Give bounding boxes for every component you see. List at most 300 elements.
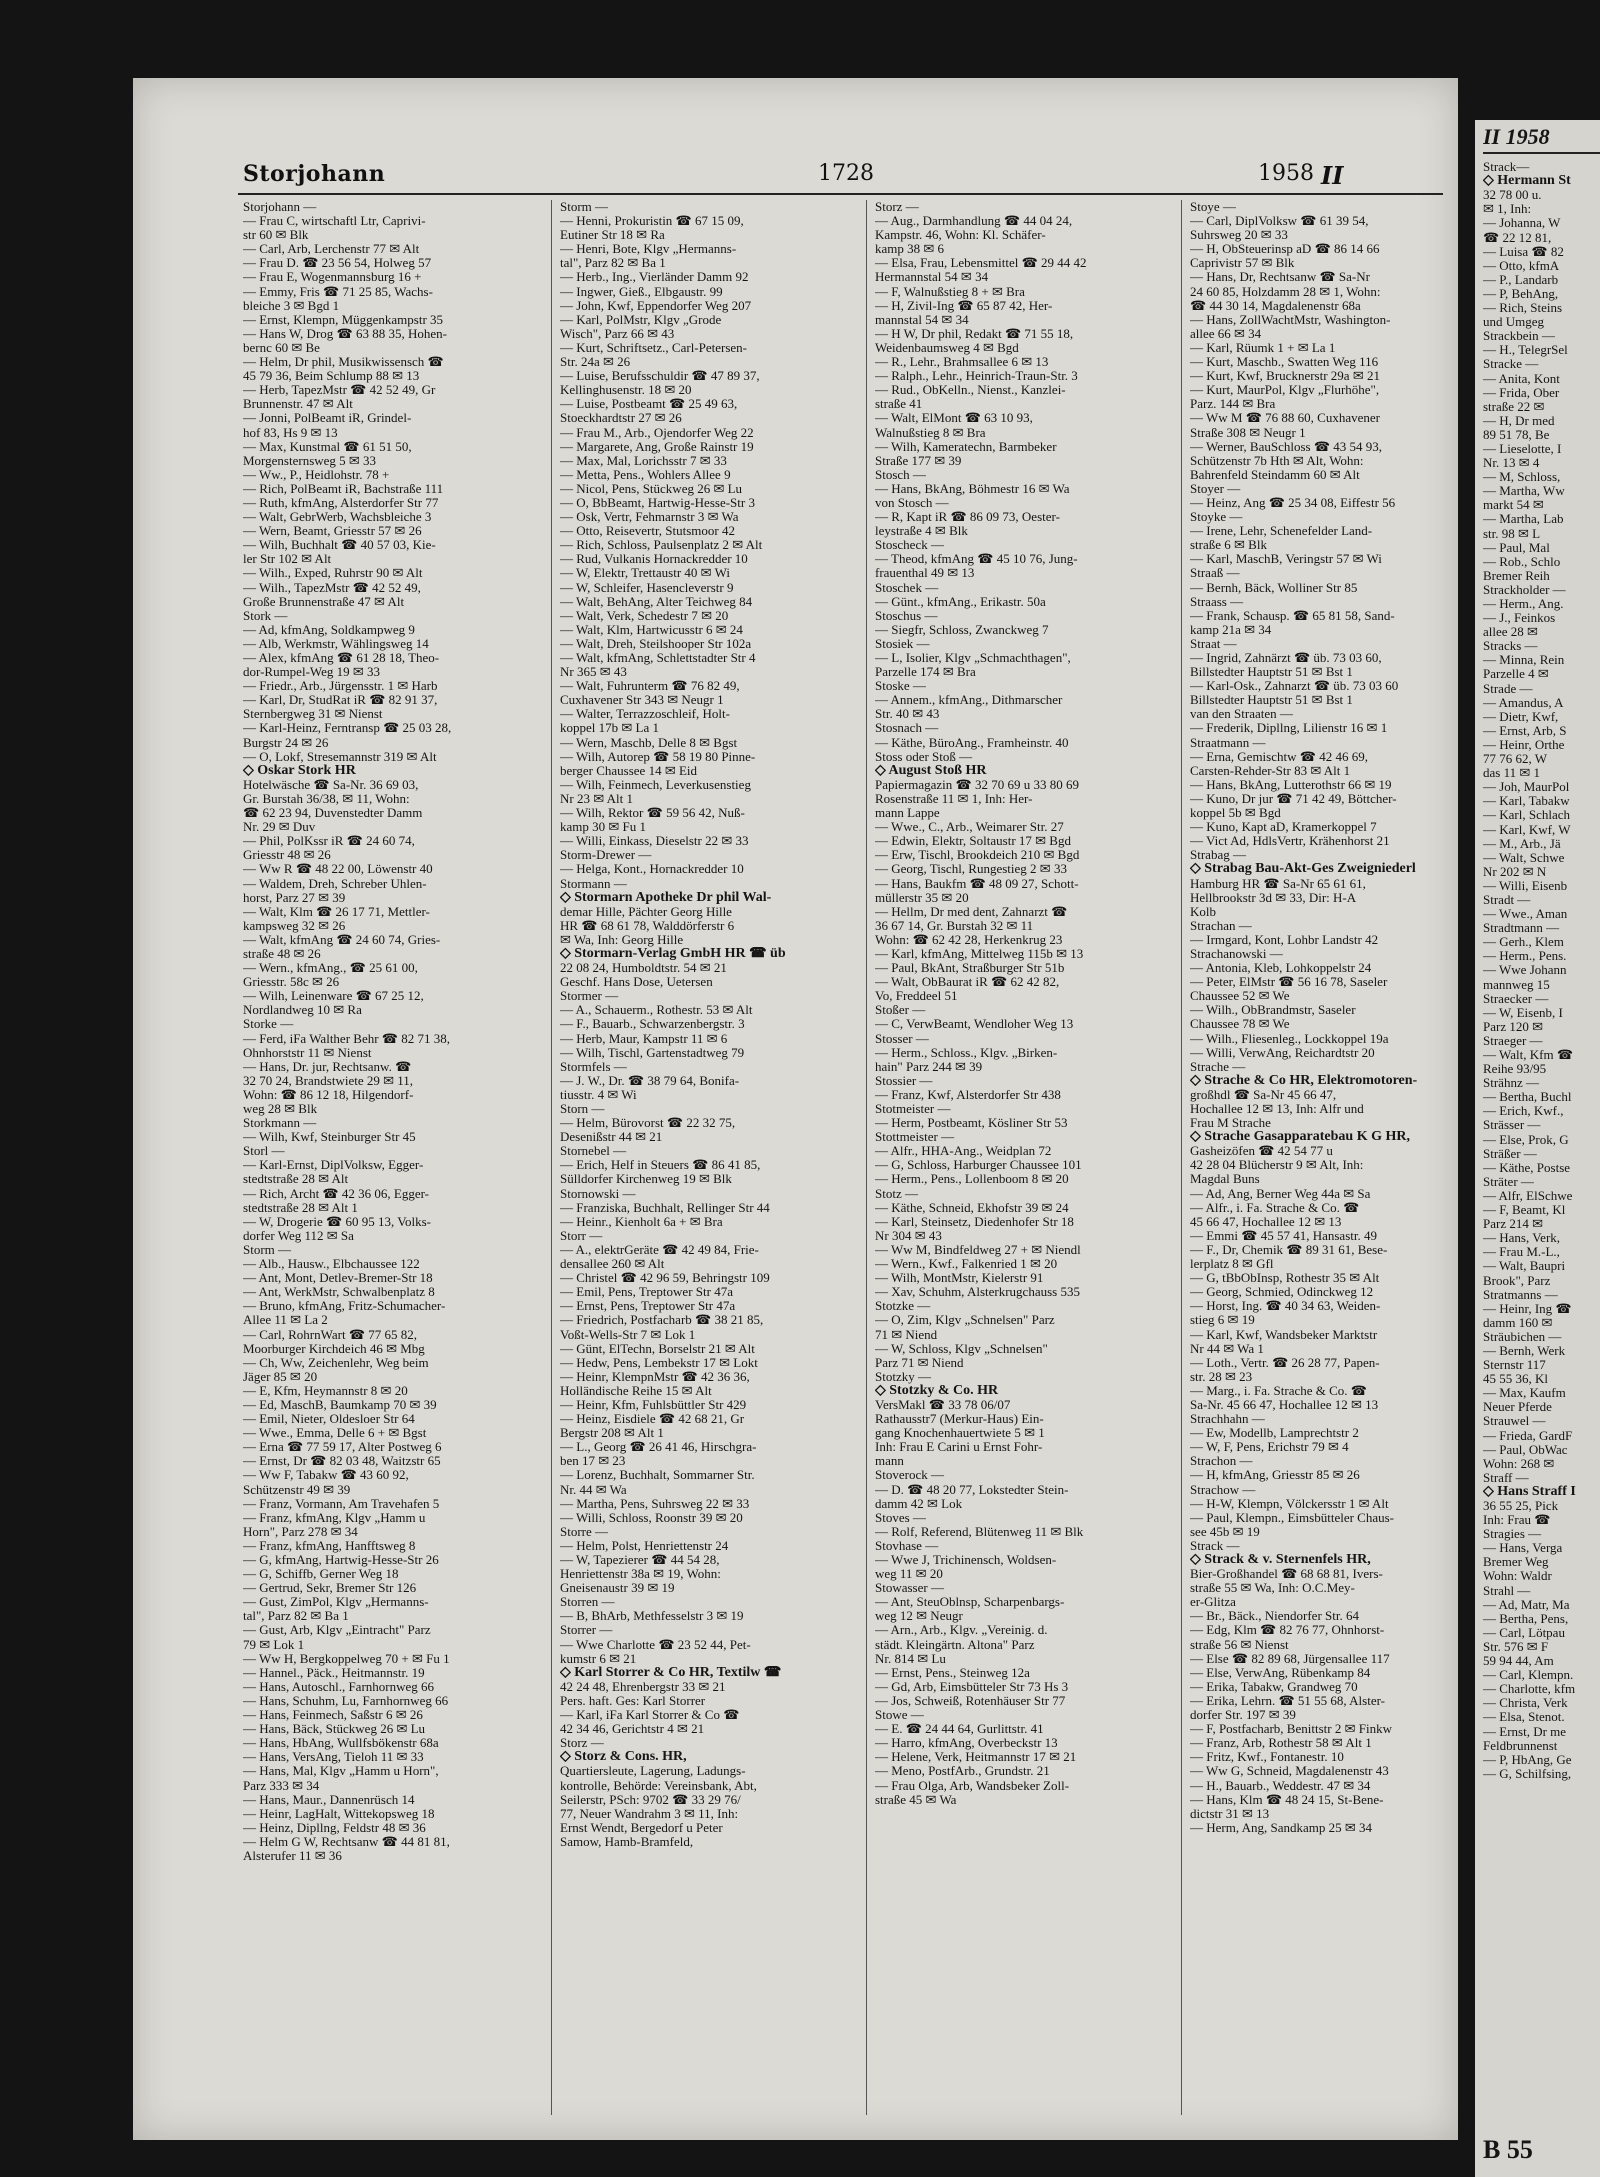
directory-entry: — Walter, Terrazzoschleif, Holt- — [560, 707, 730, 722]
directory-entry: weg 11 ✉ 20 — [875, 1567, 943, 1582]
directory-entry: Nr 44 ✉ Wa 1 — [1190, 1341, 1264, 1356]
directory-entry: — Bernh, Bäck, Wolliner Str 85 — [1190, 580, 1358, 595]
directory-entry: 36 55 25, Pick — [1483, 1499, 1559, 1513]
directory-entry: Straecker — — [1483, 991, 1549, 1006]
directory-entry: Kellinghusenstr. 18 ✉ 20 — [560, 383, 692, 398]
directory-entry: — Karl, Tabakw — [1483, 794, 1570, 809]
directory-entry: — Helm, Dr phil, Musikwissensch ☎ — [243, 355, 444, 370]
directory-entry: Kampstr. 46, Wohn: Kl. Schäfer- — [875, 228, 1046, 243]
directory-entry: Große Brunnenstraße 47 ✉ Alt — [243, 594, 405, 609]
directory-entry: — H, kfmAng, Griesstr 85 ✉ 26 — [1190, 1468, 1360, 1483]
directory-entry: Reihe 93/95 — [1483, 1062, 1547, 1077]
directory-entry: — Rud., ObKelln., Nienst., Kanzlei- — [875, 383, 1066, 398]
directory-entry: — Herb, Maur, Kampstr 11 ✉ 6 — [560, 1031, 728, 1046]
directory-entry: ☎ 44 30 14, Magdalenenstr 68a — [1190, 298, 1361, 313]
directory-entry: Holländische Reihe 15 ✉ Alt — [560, 1383, 712, 1398]
directory-entry: 32 70 24, Brandstwiete 29 ✉ 11, — [243, 1073, 414, 1088]
directory-entry: — Wilh, MontMstr, Kielerstr 91 — [875, 1271, 1044, 1286]
directory-entry: ◇ Strache Gasapparatebau K G HR, — [1190, 1130, 1410, 1145]
directory-entry: straße 55 ✉ Wa, Inh: O.C.Mey- — [1190, 1581, 1355, 1596]
directory-entry: 71 ✉ Niend — [875, 1327, 938, 1342]
directory-entry: — Herb, TapezMstr ☎ 42 52 49, Gr — [243, 383, 436, 398]
directory-entry: — Ant, SteuOblnsp, Scharpenbargs- — [875, 1595, 1065, 1610]
directory-entry: — Georg, Tischl, Rungestieg 2 ✉ 33 — [875, 862, 1067, 877]
directory-entry: Stoschek — — [875, 580, 939, 595]
directory-entry: Quartiersleute, Lagerung, Ladungs- — [560, 1764, 746, 1779]
directory-entry: das 11 ✉ 1 — [1483, 766, 1540, 781]
directory-entry: — Wern, Beamt, Griesstr 57 ✉ 26 — [243, 524, 422, 539]
directory-entry: — Walt, Verk, Schedestr 7 ✉ 20 — [560, 608, 729, 623]
directory-entry: Stowasser — — [875, 1581, 944, 1596]
directory-entry: kampsweg 32 ✉ 26 — [243, 918, 346, 933]
directory-entry: — Frida, Ober — [1483, 385, 1560, 400]
directory-entry: Stracks — — [1483, 639, 1538, 654]
directory-entry: — Max, Kaufm — [1483, 1386, 1566, 1401]
directory-entry: Stornowski — — [560, 1186, 636, 1201]
directory-entry: Sa-Nr. 45 66 47, Hochallee 12 ✉ 13 — [1190, 1397, 1379, 1412]
directory-entry: — Luisa ☎ 82 — [1483, 244, 1564, 259]
directory-entry: — Annem., kfmAng., Dithmarscher — [875, 693, 1063, 708]
directory-entry: Nr 23 ✉ Alt 1 — [560, 791, 634, 806]
directory-entry: — F., Dr, Chemik ☎ 89 31 61, Bese- — [1190, 1242, 1388, 1257]
directory-entry: mann Lappe — [875, 806, 940, 821]
directory-entry: — Käthe, Schneid, Ekhofstr 39 ✉ 24 — [875, 1200, 1069, 1215]
directory-entry: Sülldorfer Kirchenweg 19 ✉ Blk — [560, 1172, 732, 1187]
directory-entry: Desenißstr 44 ✉ 21 — [560, 1130, 663, 1145]
directory-entry: 45 55 36, Kl — [1483, 1372, 1548, 1387]
directory-entry: ◇ Stotzky & Co. HR — [875, 1383, 999, 1398]
directory-entry: — Frau C, wirtschaftl Ltr, Caprivi- — [243, 214, 426, 229]
header-volume: II — [1321, 161, 1344, 190]
directory-entry: — Elsa, Stenot. — [1483, 1710, 1565, 1725]
directory-entry: 42 28 04 Blücherstr 9 ✉ Alt, Inh: — [1190, 1158, 1364, 1173]
directory-entry: — Karl, Dr, StudRat iR ☎ 82 91 37, — [243, 693, 438, 708]
directory-entry: — Phil, PolKssr iR ☎ 24 60 74, — [243, 834, 415, 849]
directory-entry: gang Knochenhauertwiete 5 ✉ 1 — [875, 1426, 1045, 1441]
directory-entry: VersMakl ☎ 33 78 06/07 — [875, 1397, 1011, 1412]
adjacent-page-header: II 1958 — [1483, 124, 1550, 149]
directory-entry: — Erich, Helf in Steuers ☎ 86 41 85, — [560, 1158, 761, 1173]
directory-entry: — Else ☎ 82 89 68, Jürgensallee 117 — [1190, 1651, 1390, 1666]
directory-entry: — Herm, Ang, Sandkamp 25 ✉ 34 — [1190, 1820, 1373, 1835]
directory-entry: — Lorenz, Buchhalt, Sommarner Str. — [560, 1468, 755, 1483]
directory-entry: Stotzky — — [875, 1369, 931, 1384]
directory-entry: bernc 60 ✉ Be — [243, 340, 320, 355]
directory-entry: — Heinr, LagHalt, Wittekopsweg 18 — [243, 1806, 435, 1821]
adjacent-page-entries — [1483, 160, 1600, 1781]
directory-entry: — H., TelegrSel — [1483, 343, 1568, 358]
directory-entry: — P, BehAng, — [1483, 286, 1559, 301]
directory-entry: — A., elektrGeräte ☎ 42 49 84, Frie- — [560, 1242, 759, 1257]
header-rule — [238, 193, 1443, 195]
directory-entry: dictstr 31 ✉ 13 — [1190, 1806, 1270, 1821]
directory-entry: — Aug., Darmhandlung ☎ 44 04 24, — [875, 214, 1073, 229]
directory-entry: — H, Dr med — [1483, 413, 1555, 428]
directory-entry: Straaß — — [1190, 566, 1240, 581]
directory-entry: — Gd, Arb, Eimsbütteler Str 73 Hs 3 — [875, 1679, 1069, 1694]
directory-entry: — Ernst, Dr me — [1483, 1724, 1567, 1739]
directory-entry: — R., Lehr., Brahmsallee 6 ✉ 13 — [875, 355, 1049, 370]
directory-entry: Ernst Wendt, Bergedorf u Peter — [560, 1820, 723, 1835]
directory-entry: ◇ Strack & v. Sternenfels HR, — [1190, 1553, 1371, 1567]
directory-entry: — Ernst, Pens., Steinweg 12a — [875, 1665, 1030, 1680]
directory-entry: kumstr 6 ✉ 21 — [560, 1651, 637, 1666]
directory-entry: — Ad, Matr, Ma — [1483, 1597, 1570, 1612]
directory-entry: — H, ObSteuerinsp aD ☎ 86 14 66 — [1190, 242, 1380, 257]
directory-entry: müllerstr 35 ✉ 20 — [875, 890, 969, 905]
directory-entry: — H., Bauarb., Weddestr. 47 ✉ 34 — [1190, 1778, 1371, 1793]
directory-entry: — Marg., i. Fa. Strache & Co. ☎ — [1190, 1383, 1367, 1398]
directory-entry: koppel 17b ✉ La 1 — [560, 721, 659, 736]
directory-entry: Gasheizöfen ☎ 42 54 77 u — [1190, 1144, 1333, 1159]
directory-entry: Allee 11 ✉ La 2 — [243, 1313, 328, 1328]
directory-entry: — Franz, Kwf, Alsterdorfer Str 438 — [875, 1087, 1061, 1102]
directory-entry: Strade — — [1483, 681, 1533, 696]
directory-entry: mann — [875, 1454, 904, 1469]
directory-entry: Ohnhorststr 11 ✉ Nienst — [243, 1045, 372, 1060]
directory-entry: — Erw, Tischl, Brookdeich 210 ✉ Bgd — [875, 848, 1080, 863]
directory-entry: Stoye — — [1190, 200, 1236, 214]
directory-entry: Stoyer — — [1190, 481, 1241, 496]
directory-entry: allee 66 ✉ 34 — [1190, 326, 1262, 341]
directory-entry: — Heinr, KlempnMstr ☎ 42 36 36, — [560, 1369, 750, 1384]
directory-entry: ◇ Strache & Co HR, Elektromotoren- — [1190, 1073, 1418, 1088]
directory-entry: — Herm, Postbeamt, Kösliner Str 53 — [875, 1116, 1068, 1131]
directory-entry: ◇ Storz & Cons. HR, — [560, 1750, 687, 1765]
directory-entry: — Hans, Feinmech, Saßstr 6 ✉ 26 — [243, 1708, 423, 1723]
directory-entry: — Wwe Johann — [1483, 963, 1567, 978]
directory-entry: Storke — — [243, 1017, 294, 1032]
directory-entry: — Martha, Lab — [1483, 512, 1564, 527]
directory-entry: str. 98 ✉ L — [1483, 526, 1541, 541]
directory-entry: — Hans, VersAng, Tieloh 11 ✉ 33 — [243, 1750, 424, 1765]
directory-entry: tal", Parz 82 ✉ Ba 1 — [560, 256, 666, 271]
directory-entry: Inh: Frau ☎ — [1483, 1513, 1551, 1528]
directory-entry: Voßt-Wells-Str 7 ✉ Lok 1 — [560, 1327, 696, 1342]
directory-entry: HR ☎ 68 61 78, Walddörferstr 6 — [560, 918, 735, 933]
directory-entry: — Helm, Bürovorst ☎ 22 32 75, — [560, 1116, 736, 1131]
directory-entry: — Frank, Schausp. ☎ 65 81 58, Sand- — [1190, 608, 1395, 623]
directory-entry: — Hans, BkAng, Lutterothstr 66 ✉ 19 — [1190, 777, 1392, 792]
column-3 — [875, 200, 1175, 2115]
directory-entry: kontrolle, Behörde: Vereinsbank, Abt, — [560, 1778, 757, 1793]
directory-entry: Str. 576 ✉ F — [1483, 1639, 1549, 1654]
directory-entry: Weidenbaumsweg 4 ✉ Bgd — [875, 340, 1019, 355]
directory-entry: — Br., Bäck., Niendorfer Str. 64 — [1190, 1609, 1359, 1624]
directory-entry: Stoves — — [875, 1510, 926, 1525]
directory-entry: — A., Schauerm., Rothestr. 53 ✉ Alt — [560, 1003, 753, 1018]
directory-entry: — Arn., Arb., Klgv. „Vereinig. d. — [875, 1623, 1048, 1638]
directory-entry: Rathausstr7 (Merkur-Haus) Ein- — [875, 1412, 1044, 1427]
directory-entry: — Franz, kfmAng, Hanfftsweg 8 — [243, 1538, 416, 1553]
directory-entry: Strackholder — — [1483, 582, 1566, 597]
directory-entry: — Ernst, Arb, S — [1483, 723, 1567, 738]
directory-entry: — Hans, Verga — [1483, 1541, 1563, 1556]
directory-entry: — Walt, GebrWerb, Wachsbleiche 3 — [243, 510, 432, 525]
directory-entry: — Carl, Lötpau — [1483, 1625, 1565, 1640]
directory-entry: — Otto, kfmA — [1483, 258, 1560, 273]
directory-entry: — G, tBbObInsp, Rothestr 35 ✉ Alt — [1190, 1271, 1380, 1286]
directory-entry: Caprivistr 57 ✉ Blk — [1190, 256, 1295, 271]
column-4 — [1190, 200, 1458, 2115]
directory-entry: — Wilh, Leinenware ☎ 67 25 12, — [243, 989, 424, 1004]
directory-entry: — Alb, Werkmstr, Wählingsweg 14 — [243, 636, 429, 651]
directory-entry: — H, Zivil-Ing ☎ 65 87 42, Her- — [875, 298, 1053, 313]
directory-entry: mannweg 15 — [1483, 977, 1550, 992]
directory-entry: — O, Lokf, Stresemannstr 319 ✉ Alt — [243, 749, 437, 764]
directory-entry: — P, HbAng, Ge — [1483, 1752, 1572, 1767]
directory-entry: — Kurt, Kwf, Brucknerstr 29a ✉ 21 — [1190, 369, 1380, 384]
directory-entry: Bremer Weg — [1483, 1555, 1549, 1570]
directory-entry: Nr. 814 ✉ Lu — [875, 1651, 946, 1666]
directory-entry: Sträßer — — [1483, 1146, 1537, 1161]
directory-entry: Jäger 85 ✉ 20 — [243, 1369, 318, 1384]
directory-entry: — Wern., kfmAng., ☎ 25 61 00, — [243, 961, 418, 976]
directory-entry: — Kurt, Maschb., Swatten Weg 116 — [1190, 355, 1379, 370]
directory-entry: leystraße 4 ✉ Blk — [875, 524, 968, 539]
directory-entry: Hermannstal 54 ✉ 34 — [875, 270, 989, 285]
directory-entry: Storz — — [560, 1736, 604, 1751]
directory-entry: — Hannel., Päck., Heitmannstr. 19 — [243, 1665, 425, 1680]
directory-entry: Stoverock — — [875, 1468, 944, 1483]
directory-entry: Chaussee 78 ✉ We — [1190, 1017, 1290, 1032]
directory-entry: — Wilh, Autorep ☎ 58 19 80 Pinne- — [560, 749, 756, 764]
directory-entry: Stork — — [243, 608, 288, 623]
directory-entry: Strachan — — [1190, 918, 1252, 933]
directory-entry: Stossier — — [875, 1073, 933, 1088]
directory-entry: — Wern, Maschb, Delle 8 ✉ Bgst — [560, 735, 738, 750]
directory-entry: — Helga, Kont., Hornackredder 10 — [560, 862, 744, 877]
directory-entry: Strack — — [1190, 1538, 1240, 1553]
directory-entry: — Ant, Mont, Detlev-Bremer-Str 18 — [243, 1271, 433, 1286]
directory-entry: — Margarete, Ang, Große Rainstr 19 — [560, 439, 754, 454]
directory-entry: — Kuno, Kapt aD, Kramerkoppel 7 — [1190, 820, 1377, 835]
directory-entry: Strachhahn — — [1190, 1412, 1265, 1427]
directory-entry: stedtstraße 28 ✉ Alt 1 — [243, 1200, 358, 1215]
directory-entry: — Erna, Gemischtw ☎ 42 46 69, — [1190, 749, 1368, 764]
directory-entry: Nordlandweg 10 ✉ Ra — [243, 1003, 362, 1018]
directory-entry: Stosiek — — [875, 636, 930, 651]
directory-entry: — F, Walnußstieg 8 + ✉ Bra — [875, 284, 1025, 299]
directory-entry: — Ad, Ang, Berner Weg 44a ✉ Sa — [1190, 1186, 1371, 1201]
directory-entry: Gr. Burstah 36/38, ✉ 11, Wohn: — [243, 791, 410, 806]
directory-entry: — Vict Ad, HdlsVertr, Krähenhorst 21 — [1190, 834, 1390, 849]
directory-entry: — Bruno, kfmAng, Fritz-Schumacher- — [243, 1299, 446, 1314]
directory-entry: Brook", Parz — [1483, 1273, 1551, 1288]
directory-entry: ✉ 1, Inh: — [1483, 202, 1532, 217]
directory-entry: — Erich, Kwf., — [1483, 1104, 1564, 1119]
directory-entry: — Franziska, Buchhalt, Rellinger Str 44 — [560, 1200, 770, 1215]
directory-entry: von Stosch — — [875, 495, 949, 510]
directory-entry: Parz. 144 ✉ Bra — [1190, 397, 1276, 412]
directory-entry: Papiermagazin ☎ 32 70 69 u 33 80 69 — [875, 777, 1079, 792]
directory-entry: van den Straaten — — [1190, 707, 1293, 722]
directory-entry: — Emil, Nieter, Oldesloer Str 64 — [243, 1412, 415, 1427]
directory-entry: Sternstr 117 — [1483, 1358, 1546, 1373]
directory-entry: — Peter, ElMstr ☎ 56 16 78, Saseler — [1190, 975, 1388, 990]
directory-entry: Stormann — — [560, 876, 627, 891]
directory-entry: — Anita, Kont — [1483, 371, 1560, 386]
directory-entry: — B, BhArb, Methfesselstr 3 ✉ 19 — [560, 1609, 744, 1624]
directory-entry: — Luise, Postbeamt ☎ 25 49 63, — [560, 397, 738, 412]
directory-entry: — Fritz, Kwf., Fontanestr. 10 — [1190, 1750, 1344, 1765]
directory-entry: — Walt, Klm, Hartwicusstr 6 ✉ 24 — [560, 622, 743, 637]
directory-entry: damm 160 ✉ — [1483, 1315, 1553, 1330]
directory-entry: — Heinz, Ang ☎ 25 34 08, Eiffestr 56 — [1190, 495, 1396, 510]
directory-entry: — Friedrich, Postfacharb ☎ 38 21 85, — [560, 1313, 764, 1328]
directory-entry: städt. Kleingärtn. Altona" Parz — [875, 1637, 1035, 1652]
directory-entry: Stornebel — — [560, 1144, 627, 1159]
directory-entry: straße 45 ✉ Wa — [875, 1792, 957, 1807]
directory-entry: — Walt, Kfm ☎ — [1483, 1048, 1574, 1062]
directory-entry: Stoßer — — [875, 1003, 926, 1018]
directory-entry: 79 ✉ Lok 1 — [243, 1637, 305, 1652]
directory-entry: — Walt, Baupri — [1483, 1259, 1566, 1274]
directory-entry: Straat — — [1190, 636, 1237, 651]
directory-entry: — Ww H, Bergkoppelweg 70 + ✉ Fu 1 — [243, 1651, 450, 1666]
directory-entry: weg 12 ✉ Neugr — [875, 1609, 963, 1624]
directory-entry: — Hans, Klm ☎ 48 24 15, St-Bene- — [1190, 1792, 1384, 1807]
directory-entry: — W, Drogerie ☎ 60 95 13, Volks- — [243, 1214, 431, 1229]
directory-entry: Bergstr 208 ✉ Alt 1 — [560, 1426, 664, 1441]
directory-entry: Rosenstraße 11 ✉ 1, Inh: Her- — [875, 791, 1033, 806]
directory-entry: — Frederik, Dipllng, Lilienstr 16 ✉ 1 — [1190, 721, 1388, 736]
directory-entry: Storjohann — — [243, 200, 317, 214]
directory-entry: — Hans, Baukfm ☎ 48 09 27, Schott- — [875, 876, 1079, 891]
directory-entry: — Hans, Schuhm, Lu, Farnhornweg 66 — [243, 1693, 449, 1708]
directory-entry: — Osk, Vertr, Fehmarnstr 3 ✉ Wa — [560, 510, 739, 525]
directory-entry: — Metta, Pens., Wohlers Allee 9 — [560, 467, 731, 482]
directory-entry: — Frau E, Wogenmannsburg 16 + — [243, 270, 422, 285]
directory-entry: — Karl, Rüumk 1 + ✉ La 1 — [1190, 340, 1336, 355]
directory-entry: — F, Beamt, Kl — [1483, 1203, 1566, 1218]
directory-entry: Schützenstr 7b Hth ✉ Alt, Wohn: — [1190, 453, 1364, 468]
directory-entry: — Loth., Vertr. ☎ 26 28 77, Papen- — [1190, 1355, 1380, 1370]
directory-entry: ◇ Karl Storrer & Co HR, Textilw ☎ — [560, 1665, 782, 1680]
directory-entry: — Hans, BkAng, Böhmestr 16 ✉ Wa — [875, 481, 1070, 496]
directory-entry: Bremer Reih — [1483, 568, 1550, 583]
directory-entry: Storl — — [243, 1144, 285, 1159]
directory-entry: Storkmann — — [243, 1116, 317, 1131]
directory-entry: straße 41 — [875, 397, 923, 412]
directory-entry: — Günt, ElTechn, Borselstr 21 ✉ Alt — [560, 1341, 755, 1356]
directory-entry: — Herm., Ang. — [1483, 597, 1564, 611]
directory-entry: ✉ Wa, Inh: Georg Hille — [560, 932, 684, 947]
directory-entry: Hellbrookstr 3d ✉ 33, Dir: H-A — [1190, 890, 1357, 905]
directory-entry: — Walt, Dreh, Steilshooper Str 102a — [560, 636, 752, 651]
directory-entry: — Meno, PostfArb., Grundstr. 21 — [875, 1764, 1050, 1779]
directory-entry: — Käthe, Postse — [1483, 1160, 1571, 1175]
directory-entry: — Heinr., Kienholt 6a + ✉ Bra — [560, 1214, 723, 1229]
directory-entry: Straatmann — — [1190, 735, 1266, 750]
directory-entry: — Wilh., ObBrandmstr, Saseler — [1190, 1003, 1356, 1018]
directory-entry: Stoeckhardtstr 27 ✉ 26 — [560, 411, 682, 426]
directory-entry: — Rich, Schloss, Paulsenplatz 2 ✉ Alt — [560, 538, 763, 553]
directory-entry: Stoss oder Stoß — — [875, 749, 973, 764]
directory-entry: — Wilh., TapezMstr ☎ 42 52 49, — [243, 580, 421, 595]
directory-entry: Griesstr 48 ✉ 26 — [243, 848, 331, 863]
directory-entry: Carsten-Rehder-Str 83 ✉ Alt 1 — [1190, 763, 1351, 778]
directory-entry: Schützenstr 49 ✉ 39 — [243, 1482, 351, 1497]
column-separator — [551, 200, 552, 2115]
directory-entry: stedtstraße 28 ✉ Alt — [243, 1172, 349, 1187]
directory-entry: — Wilh, Kameratechn, Barmbeker — [875, 439, 1057, 454]
directory-entry: — Helm G W, Rechtsanw ☎ 44 81 81, — [243, 1834, 450, 1849]
directory-entry: — Alb., Hausw., Elbchaussee 122 — [243, 1257, 420, 1272]
directory-entry: tal", Parz 82 ✉ Ba 1 — [243, 1609, 349, 1624]
directory-entry: Stoschus — — [875, 608, 938, 623]
directory-entry: hof 83, Hs 9 ✉ 13 — [243, 425, 338, 440]
directory-entry: Eutiner Str 18 ✉ Ra — [560, 228, 665, 243]
directory-entry: — Lieselotte, I — [1483, 441, 1562, 456]
directory-entry: — Herm., Schloss., Klgv. „Birken- — [875, 1045, 1058, 1060]
directory-entry: Stosser — — [875, 1031, 929, 1046]
directory-entry: — Herm., Pens., Lollenboom 8 ✉ 20 — [875, 1172, 1069, 1187]
directory-entry: Storre — — [560, 1524, 609, 1539]
directory-entry: — Wilh, Rektor ☎ 59 56 42, Nuß- — [560, 806, 745, 821]
directory-entry: Hamburg HR ☎ Sa-Nr 65 61 61, — [1190, 876, 1366, 891]
directory-entry: — Erika, Tabakw, Grandweg 70 — [1190, 1679, 1358, 1694]
directory-entry: — G, Schloss, Harburger Chaussee 101 — [875, 1158, 1082, 1173]
directory-entry: 77 76 62, W — [1483, 752, 1548, 767]
directory-entry: — Kurt, Schriftsetz., Carl-Petersen- — [560, 340, 748, 355]
directory-entry: — Alfr, ElSchwe — [1483, 1188, 1573, 1203]
directory-entry: Bier-Großhandel ☎ 68 68 81, Ivers- — [1190, 1567, 1383, 1582]
directory-entry: Stotmeister — — [875, 1102, 951, 1116]
directory-entry: Suhrsweg 20 ✉ 33 — [1190, 228, 1288, 243]
directory-entry: Storz — — [875, 200, 919, 214]
directory-entry: densallee 260 ✉ Alt — [560, 1257, 665, 1272]
directory-entry: — Johanna, W — [1483, 216, 1561, 231]
directory-entry: kamp 21a ✉ 34 — [1190, 622, 1272, 637]
directory-entry: 42 24 48, Ehrenbergstr 33 ✉ 21 — [560, 1679, 726, 1694]
directory-entry: allee 28 ✉ — [1483, 625, 1538, 640]
directory-entry: — J., Feinkos — [1483, 611, 1556, 626]
directory-entry: — Gust, ZimPol, Klgv „Hermanns- — [243, 1595, 429, 1610]
directory-entry: — Walt, kfmAng, Schlettstadter Str 4 — [560, 651, 756, 665]
directory-entry: — Karl-Osk., Zahnarzt ☎ üb. 73 03 60 — [1190, 679, 1399, 694]
directory-entry: — J. W., Dr. ☎ 38 79 64, Bonifa- — [560, 1073, 740, 1088]
directory-entry: — Karl, kfmAng, Mittelweg 115b ✉ 13 — [875, 946, 1084, 961]
directory-entry: dorfer Str. 197 ✉ 39 — [1190, 1708, 1296, 1723]
directory-entry: — Willi, Eisenb — [1483, 878, 1568, 893]
directory-entry: Strachon — — [1190, 1454, 1253, 1469]
directory-entry: — Rolf, Referend, Blütenweg 11 ✉ Blk — [875, 1524, 1084, 1539]
directory-entry: — Georg, Schmied, Odinckweg 12 — [1190, 1285, 1374, 1300]
directory-entry: str. 28 ✉ 23 — [1190, 1369, 1253, 1384]
directory-entry: — Frau Olga, Arb, Wandsbeker Zoll- — [875, 1778, 1070, 1793]
directory-entry: — G, Schilfsing, — [1483, 1766, 1572, 1781]
directory-entry: — Frau D. ☎ 23 56 54, Holweg 57 — [243, 256, 432, 271]
directory-entry: — Alfr., i. Fa. Strache & Co. ☎ — [1190, 1200, 1360, 1215]
directory-entry: — Willi, Einkass, Dieselstr 22 ✉ 33 — [560, 834, 749, 849]
directory-entry: — Ad, kfmAng, Soldkampweg 9 — [243, 622, 415, 637]
directory-entry: — Ingrid, Zahnärzt ☎ üb. 73 03 60, — [1190, 651, 1382, 665]
directory-entry: Sträter — — [1483, 1174, 1534, 1189]
directory-entry: Stotz — — [875, 1186, 918, 1201]
directory-entry: Parz 120 ✉ — [1483, 1019, 1543, 1034]
directory-entry: und Umgeg — [1483, 315, 1545, 330]
directory-entry: Parzelle 4 ✉ — [1483, 667, 1549, 682]
directory-entry: — Harro, kfmAng, Overbeckstr 13 — [875, 1736, 1058, 1751]
directory-entry: — Paul, BkAnt, Straßburger Str 51b — [875, 961, 1065, 976]
directory-entry: Strack— — [1483, 160, 1530, 175]
directory-entry: — Erna ☎ 77 59 17, Alter Postweg 6 — [243, 1440, 442, 1455]
directory-entry: — Herb., Ing., Vierländer Damm 92 — [560, 270, 749, 285]
column-separator — [1181, 200, 1182, 2115]
directory-entry: — Hedw, Pens, Lembekstr 17 ✉ Lokt — [560, 1355, 758, 1370]
directory-entry: Stormer — — [560, 989, 619, 1004]
